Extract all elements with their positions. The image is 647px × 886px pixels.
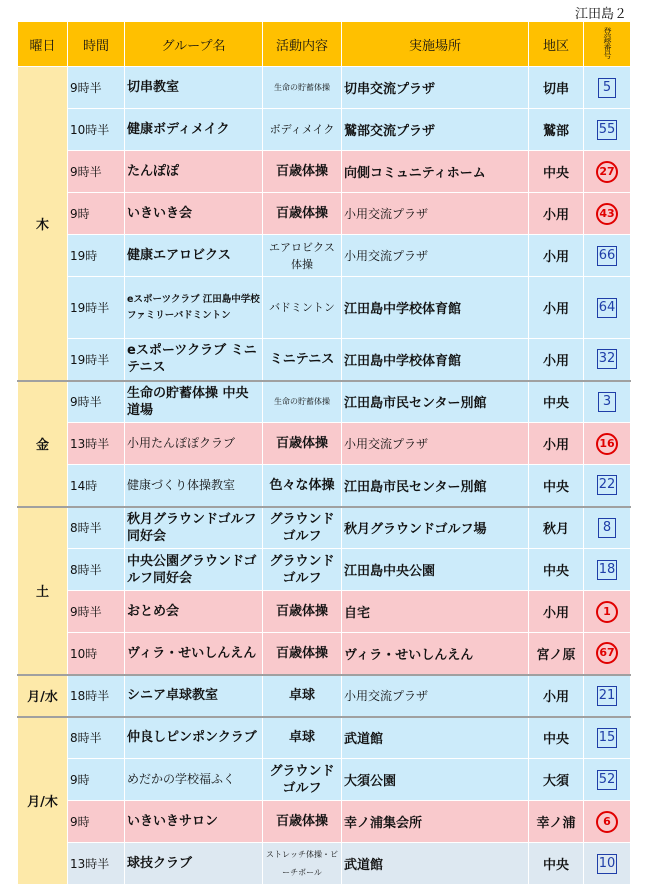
area-cell: 中央 (529, 717, 584, 759)
group-cell: おとめ会 (125, 591, 263, 633)
place-cell: 江田島中学校体育館 (342, 339, 529, 381)
day-cell-sat: 土 (18, 507, 68, 675)
place-cell: 小用交流プラザ (342, 193, 529, 235)
header-group: グループ名 (125, 22, 263, 67)
day-cell-thu: 木 (18, 67, 68, 381)
activity-cell: ストレッチ体操・ビーチボール (263, 843, 342, 885)
area-cell: 小用 (529, 235, 584, 277)
registration-number: 64 (597, 298, 618, 318)
time-cell: 9時半 (68, 151, 125, 193)
time-cell: 8時半 (68, 549, 125, 591)
time-cell: 9時 (68, 801, 125, 843)
schedule-table (17, 21, 631, 885)
time-cell: 9時 (68, 193, 125, 235)
group-cell: いきいきサロン (125, 801, 263, 843)
registration-cell (584, 633, 631, 675)
group-cell: 健康づくり体操教室 (125, 465, 263, 507)
group-cell: 中央公園グラウンドゴルフ同好会 (125, 549, 263, 591)
activity-cell: 百歳体操 (263, 423, 342, 465)
place-cell: 小用交流プラザ (342, 675, 529, 717)
registration-cell (584, 109, 631, 151)
registration-number: 18 (597, 560, 618, 580)
time-cell: 19時半 (68, 277, 125, 339)
registration-number: 8 (598, 518, 616, 538)
activity-cell: エアロビクス体操 (263, 235, 342, 277)
activity-cell: 百歳体操 (263, 801, 342, 843)
place-cell: ヴィラ・せいしんえん (342, 633, 529, 675)
page-label: 江田島２ (575, 7, 628, 22)
activity-cell: 百歳体操 (263, 591, 342, 633)
time-cell: 19時 (68, 235, 125, 277)
table-row (18, 717, 631, 759)
area-cell: 切串 (529, 67, 584, 109)
group-cell: シニア卓球教室 (125, 675, 263, 717)
registration-number: 66 (597, 246, 618, 266)
registration-number: 32 (597, 349, 618, 369)
area-cell: 鷲部 (529, 109, 584, 151)
group-cell: 健康エアロビクス (125, 235, 263, 277)
group-cell: 小用たんぽぽクラブ (125, 423, 263, 465)
activity-cell: 生命の貯蓄体操 (263, 381, 342, 423)
place-cell: 秋月グラウンドゴルフ場 (342, 507, 529, 549)
group-cell: たんぽぽ (125, 151, 263, 193)
area-cell: 秋月 (529, 507, 584, 549)
place-cell: 江田島市民センター別館 (342, 465, 529, 507)
registration-cell (584, 717, 631, 759)
group-cell: 球技クラブ (125, 843, 263, 885)
registration-cell (584, 591, 631, 633)
time-cell: 9時半 (68, 381, 125, 423)
header-place: 実施場所 (342, 22, 529, 67)
area-cell: 大須 (529, 759, 584, 801)
area-cell: 小用 (529, 675, 584, 717)
registration-number: 55 (597, 120, 618, 140)
place-cell: 小用交流プラザ (342, 423, 529, 465)
table-row (18, 801, 631, 843)
registration-cell (584, 423, 631, 465)
place-cell: 自宅 (342, 591, 529, 633)
table-row (18, 843, 631, 885)
time-cell: 19時半 (68, 339, 125, 381)
registration-cell (584, 381, 631, 423)
area-cell: 宮ノ原 (529, 633, 584, 675)
table-row (18, 235, 631, 277)
area-cell: 小用 (529, 339, 584, 381)
registration-cell (584, 193, 631, 235)
area-cell: 中央 (529, 465, 584, 507)
day-cell-mon-wed: 月/水 (18, 675, 68, 717)
header-activity: 活動内容 (263, 22, 342, 67)
activity-cell: グラウンド ゴルフ (263, 549, 342, 591)
table-row (18, 465, 631, 507)
activity-cell: グラウンド ゴルフ (263, 759, 342, 801)
area-cell: 小用 (529, 423, 584, 465)
registration-number: 15 (597, 728, 618, 748)
time-cell: 8時半 (68, 717, 125, 759)
activity-cell: 卓球 (263, 717, 342, 759)
day-cell-mon-thu: 月/木 (18, 717, 68, 885)
place-cell: 向側コミュニティホーム (342, 151, 529, 193)
place-cell: 幸ノ浦集会所 (342, 801, 529, 843)
area-cell: 中央 (529, 843, 584, 885)
time-cell: 8時半 (68, 507, 125, 549)
table-row (18, 109, 631, 151)
registration-cell (584, 801, 631, 843)
table-row (18, 67, 631, 109)
time-cell: 9時半 (68, 67, 125, 109)
registration-cell (584, 235, 631, 277)
registration-cell (584, 843, 631, 885)
area-cell: 小用 (529, 277, 584, 339)
place-cell: 江田島市民センター別館 (342, 381, 529, 423)
registration-cell (584, 67, 631, 109)
table-row (18, 423, 631, 465)
area-cell: 幸ノ浦 (529, 801, 584, 843)
activity-cell: グラウンド ゴルフ (263, 507, 342, 549)
place-cell: 小用交流プラザ (342, 235, 529, 277)
activity-cell: ボディメイク (263, 109, 342, 151)
registration-number: 21 (597, 686, 618, 706)
time-cell: 13時半 (68, 843, 125, 885)
table-row (18, 591, 631, 633)
time-cell: 18時半 (68, 675, 125, 717)
registration-number: 10 (597, 854, 618, 874)
place-cell: 鷲部交流プラザ (342, 109, 529, 151)
table-row (18, 759, 631, 801)
activity-cell: 卓球 (263, 675, 342, 717)
group-cell: 生命の貯蓄体操 中央道場 (125, 381, 263, 423)
group-cell: めだかの学校福ふく (125, 759, 263, 801)
header-time: 時間 (68, 22, 125, 67)
area-cell: 小用 (529, 591, 584, 633)
header-day: 曜日 (18, 22, 68, 67)
activity-cell: ミニテニス (263, 339, 342, 381)
area-cell: 中央 (529, 381, 584, 423)
registration-cell (584, 675, 631, 717)
registration-number: 43 (596, 203, 618, 225)
time-cell: 14時 (68, 465, 125, 507)
group-cell: eスポーツクラブ ミニテニス (125, 339, 263, 381)
registration-cell (584, 549, 631, 591)
registration-cell (584, 759, 631, 801)
activity-cell: バドミントン (263, 277, 342, 339)
registration-cell (584, 151, 631, 193)
table-row (18, 633, 631, 675)
time-cell: 10時 (68, 633, 125, 675)
table-row (18, 381, 631, 423)
place-cell: 江田島中央公園 (342, 549, 529, 591)
activity-cell: 色々な体操 (263, 465, 342, 507)
registration-number: 16 (596, 433, 618, 455)
registration-number: 22 (597, 475, 618, 495)
registration-number: 67 (596, 642, 618, 664)
day-cell-fri: 金 (18, 381, 68, 507)
activity-cell: 生命の貯蓄体操 (263, 67, 342, 109)
registration-cell (584, 507, 631, 549)
place-cell: 武道館 (342, 843, 529, 885)
registration-cell (584, 339, 631, 381)
header-registration-number: 登録番号 (584, 22, 631, 67)
table-row (18, 507, 631, 549)
registration-number: 6 (596, 811, 618, 833)
registration-number: 52 (597, 770, 618, 790)
time-cell: 9時 (68, 759, 125, 801)
header-area: 地区 (529, 22, 584, 67)
time-cell: 10時半 (68, 109, 125, 151)
activity-cell: 百歳体操 (263, 633, 342, 675)
registration-number: 5 (598, 78, 616, 98)
header-row (18, 22, 631, 67)
registration-number: 3 (598, 392, 616, 412)
table-row (18, 151, 631, 193)
group-cell: ヴィラ・せいしんえん (125, 633, 263, 675)
area-cell: 中央 (529, 549, 584, 591)
area-cell: 中央 (529, 151, 584, 193)
registration-number: 27 (596, 161, 618, 183)
place-cell: 切串交流プラザ (342, 67, 529, 109)
activity-cell: 百歳体操 (263, 151, 342, 193)
registration-number: 1 (596, 601, 618, 623)
group-cell: 秋月グラウンドゴルフ同好会 (125, 507, 263, 549)
time-cell: 9時半 (68, 591, 125, 633)
group-cell: 健康ボディメイク (125, 109, 263, 151)
activity-cell: 百歳体操 (263, 193, 342, 235)
group-cell: 仲良しピンポンクラブ (125, 717, 263, 759)
registration-cell (584, 465, 631, 507)
table-row (18, 675, 631, 717)
time-cell: 13時半 (68, 423, 125, 465)
place-cell: 武道館 (342, 717, 529, 759)
table-row (18, 193, 631, 235)
area-cell: 小用 (529, 193, 584, 235)
group-cell: eスポーツクラブ 江田島中学校ファミリーバドミントン (125, 277, 263, 339)
group-cell: いきいき会 (125, 193, 263, 235)
place-cell: 江田島中学校体育館 (342, 277, 529, 339)
registration-cell (584, 277, 631, 339)
group-cell: 切串教室 (125, 67, 263, 109)
table-row (18, 549, 631, 591)
table-row (18, 277, 631, 339)
table-row (18, 339, 631, 381)
place-cell: 大須公園 (342, 759, 529, 801)
